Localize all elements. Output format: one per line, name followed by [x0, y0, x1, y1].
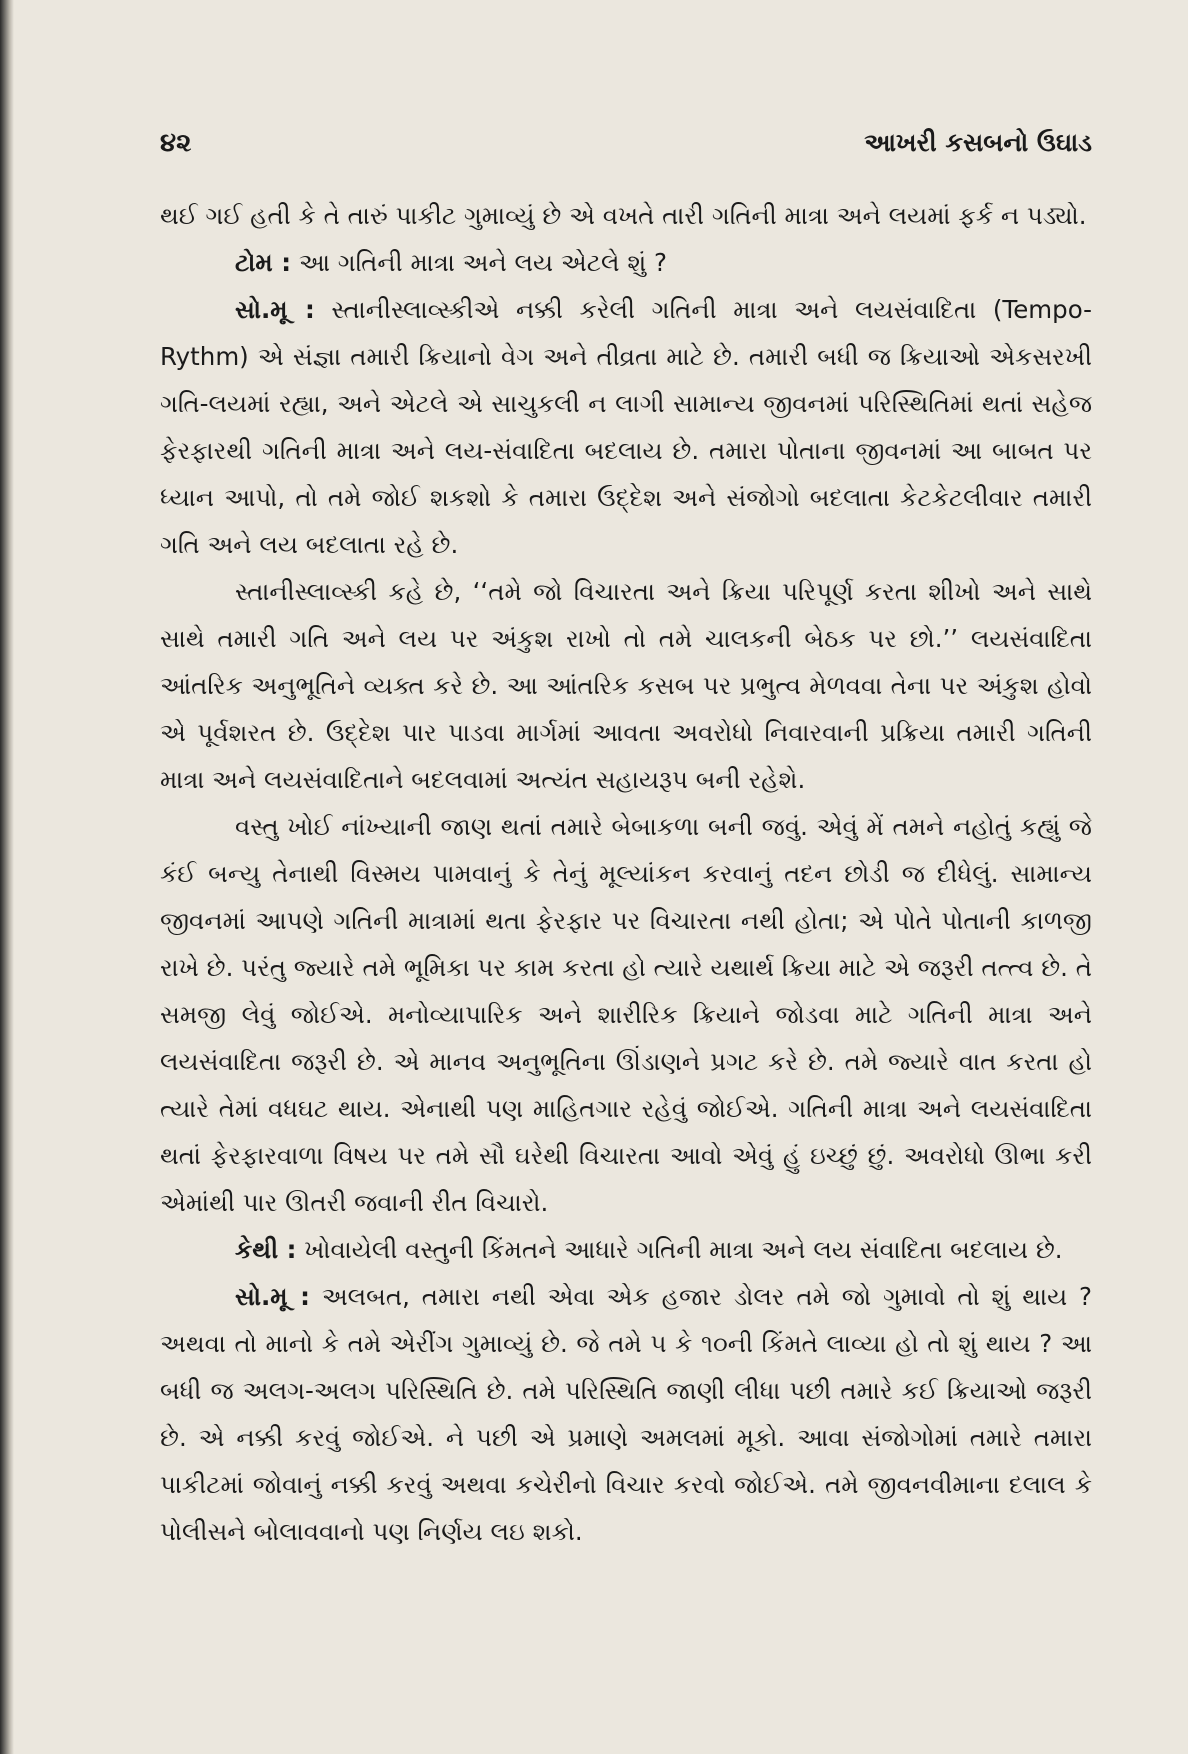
dialogue-paragraph	[160, 286, 1092, 568]
speaker-name: ટોમ :	[235, 248, 292, 277]
running-title: આખરી કસબનો ઉઘાડ	[864, 128, 1092, 157]
page-header	[160, 128, 1092, 168]
paragraph-text: થઈ ગઈ હતી કે તે તારું પાકીટ ગુમાવ્યું છે એ વખતે તારી ગતિની માત્રા અને લયમાં ફર્ક ન પડ્યો.	[160, 201, 1087, 230]
speaker-name: સો.મૂ :	[235, 1282, 310, 1311]
page-number: ૪૨	[160, 128, 192, 158]
dialogue-paragraph	[160, 1273, 1092, 1555]
paragraph	[160, 803, 1092, 1226]
paragraph-text: સ્તાનીસ્લાવ્સ્કીએ નક્કી કરેલી ગતિની માત્રા અને લયસંવાદિતા (Tempo-Rythm) એ સંજ્ઞા તમારી ક્રિયાનો વેગ અને તીવ્રતા માટે છે. તમારી બધી જ ક્રિયાઓ એકસરખી ગતિ-લયમાં રહ્યા, અને એટલે એ સાચુકલી ન લાગી સામાન્ય જીવનમાં પરિસ્થિતિમાં થતાં સહેજ ફેરફારથી ગતિની માત્રા અને લય-સંવાદિતા બદલાય છે. તમારા પોતાના જીવનમાં આ બાબત પર ધ્યાન આપો, તો તમે જોઈ શકશો કે તમારા ઉદ્દેશ અને સંજોગો બદલાતા કેટકેટલીવાર તમારી ગતિ અને લય બદલાતા રહે છે.	[160, 295, 1092, 559]
page-binding-edge	[0, 0, 14, 1754]
paragraph-text: ખોવાયેલી વસ્તુની કિંમતને આધારે ગતિની માત્રા અને લય સંવાદિતા બદલાય છે.	[304, 1235, 1063, 1264]
paragraph-text: અલબત, તમારા નથી એવા એક હજાર ડોલર તમે જો ગુમાવો તો શું થાય ? અથવા તો માનો કે તમે એરીંગ ગુમાવ્યું છે. જે તમે ૫ કે ૧૦ની કિંમતે લાવ્યા હો તો શું થાય ? આ બધી જ અલગ-અલગ પરિસ્થિતિ છે. તમે પરિસ્થિતિ જાણી લીધા પછી તમારે કઈ ક્રિયાઓ જરૂરી છે. એ નક્કી કરવું જોઈએ. ને પછી એ પ્રમાણે અમલમાં મૂકો. આવા સંજોગોમાં તમારે તમારા પાકીટમાં જોવાનું નક્કી કરવું અથવા કચેરીનો વિચાર કરવો જોઈએ. તમે જીવનવીમાના દલાલ કે પોલીસને બોલાવવાનો પણ નિર્ણય લઇ શકો.	[160, 1282, 1092, 1546]
dialogue-paragraph	[160, 1226, 1092, 1273]
page-body	[160, 192, 1092, 1555]
paragraph-text: વસ્તુ ખોઈ નાંખ્યાની જાણ થતાં તમારે બેબાકળા બની જવું. એવું મેં તમને નહોતું કહ્યું જે કંઈ બન્યુ તેનાથી વિસ્મય પામવાનું કે તેનું મૂલ્યાંકન કરવાનું તદન છોડી જ દીધેલું. સામાન્ય જીવનમાં આપણે ગતિની માત્રામાં થતા ફેરફાર પર વિચારતા નથી હોતા; એ પોતે પોતાની કાળજી રાખે છે. પરંતુ જ્યારે તમે ભૂમિકા પર કામ કરતા હો ત્યારે યથાર્થ ક્રિયા માટે એ જરૂરી તત્ત્વ છે. તે સમજી લેવું જોઈએ. મનોવ્યાપારિક અને શારીરિક ક્રિયાને જોડવા માટે ગતિની માત્રા અને લયસંવાદિતા જરૂરી છે. એ માનવ અનુભૂતિના ઊંડાણને પ્રગટ કરે છે. તમે જ્યારે વાત કરતા હો ત્યારે તેમાં વધઘટ થાય. એનાથી પણ માહિતગાર રહેવું જોઈએ. ગતિની માત્રા અને લયસંવાદિતા થતાં ફેરફારવાળા વિષય પર તમે સૌ ઘરેથી વિચારતા આવો એવું હું ઇચ્છું છું. અવરોધો ઊભા કરી એમાંથી પાર ઊતરી જવાની રીત વિચારો.	[160, 812, 1092, 1217]
paragraph	[160, 568, 1092, 803]
paragraph-text: આ ગતિની માત્રા અને લય એટલે શું ?	[298, 248, 667, 277]
paragraph-text: સ્તાનીસ્લાવ્સ્કી કહે છે, ‘‘તમે જો વિચારતા અને ક્રિયા પરિપૂર્ણ કરતા શીખો અને સાથે સાથે તમારી ગતિ અને લય પર અંકુશ રાખો તો તમે ચાલકની બેઠક પર છો.’’ લયસંવાદિતા આંતરિક અનુભૂતિને વ્યક્ત કરે છે. આ આંતરિક કસબ પર પ્રભુત્વ મેળવવા તેના પર અંકુશ હોવો એ પૂર્વશરત છે. ઉદ્દેશ પાર પાડવા માર્ગમાં આવતા અવરોધો નિવારવાની પ્રક્રિયા તમારી ગતિની માત્રા અને લયસંવાદિતાને બદલવામાં અત્યંત સહાયરૂપ બની રહેશે.	[160, 577, 1092, 794]
speaker-name: સો.મૂ :	[235, 295, 315, 324]
dialogue-paragraph	[160, 239, 1092, 286]
paragraph	[160, 192, 1092, 239]
speaker-name: કેથી :	[235, 1235, 297, 1264]
